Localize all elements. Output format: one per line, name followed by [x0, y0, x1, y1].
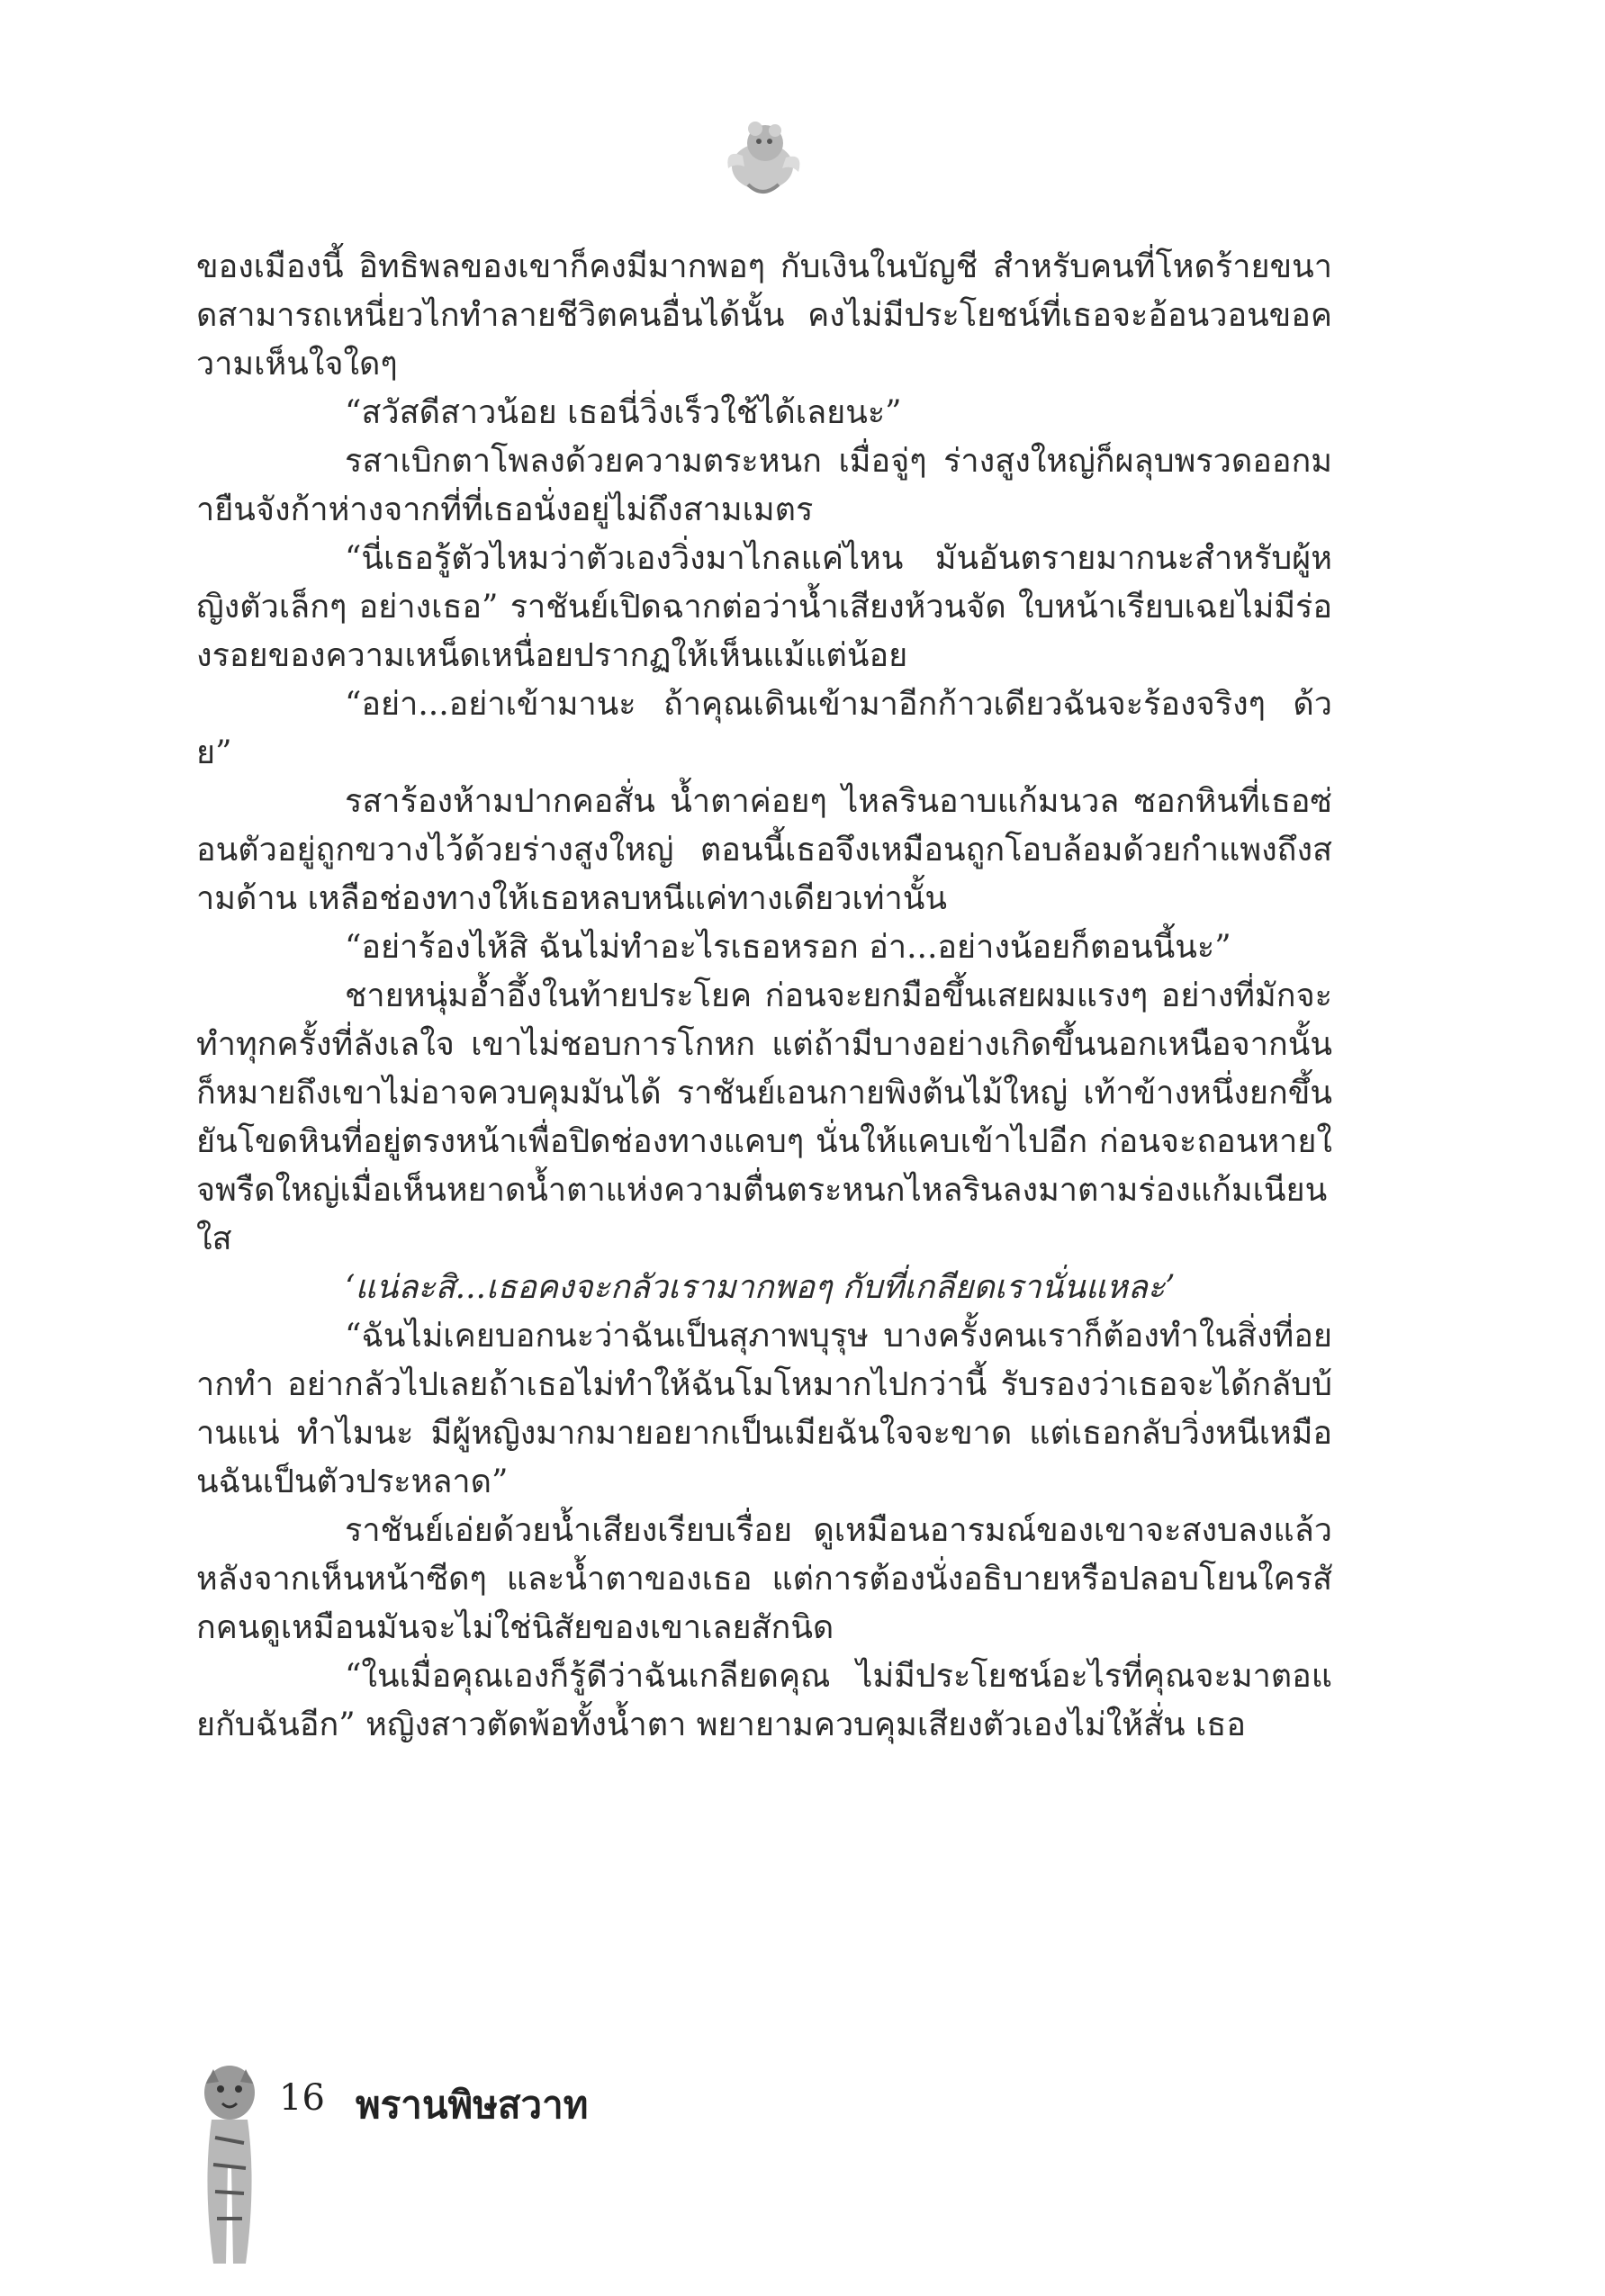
paragraph: “นี่เธอรู้ตัวไหมว่าตัวเองวิ่งมาไกลแค่ไหน มันอันตรายมากนะสำหรับผู้หญิงตัวเล็กๆ อย่างเธอ” ราชันย์เปิดฉากต่อว่าน้ำเสียงห้วนจัด ใบหน้าเรียบเฉยไม่มีร่องรอยของความเหน็ดเหนื่อยปรากฏให้เห็นแม้แต่น้อย: [196, 540, 1332, 674]
paragraph: “ฉันไม่เคยบอกนะว่าฉันเป็นสุภาพบุรุษ บางครั้งคนเราก็ต้องทำในสิ่งที่อยากทำ อย่ากลัวไปเลยถ้าเธอไม่ทำให้ฉันโมโหมากไปกว่านี้ รับรองว่าเธอจะได้กลับบ้านแน่ ทำไมนะ มีผู้หญิงมากมายอยากเป็นเมียฉันใจจะขาด แต่เธอกลับวิ่งหนีเหมือนฉันเป็นตัวประหลาด”: [196, 1318, 1332, 1500]
paragraph: ของเมืองนี้ อิทธิพลของเขาก็คงมีมากพอๆ กับเงินในบัญชี สำหรับคนที่โหดร้ายขนาดสามารถเหนี่ยวไกทำลายชีวิตคนอื่นได้นั้น คงไม่มีประโยชน์ที่เธอจะอ้อนวอนขอความเห็นใจใดๆ: [196, 248, 1332, 383]
paragraph: รสาร้องห้ามปากคอสั่น น้ำตาค่อยๆ ไหลรินอาบแก้มนวล ซอกหินที่เธอซ่อนตัวอยู่ถูกขวางไว้ด้วยร่างสูงใหญ่ ตอนนี้เธอจึงเหมือนถูกโอบล้อมด้วยกำแพงถึงสามด้าน เหลือช่องทางให้เธอหลบหนีแค่ทางเดียวเท่านั้น: [196, 783, 1332, 917]
page-number: 16: [279, 2077, 325, 2119]
paragraph: ชายหนุ่มอ้ำอึ้งในท้ายประโยค ก่อนจะยกมือขึ้นเสยผมแรงๆ อย่างที่มักจะทำทุกครั้งที่ลังเลใจ เขาไม่ชอบการโกหก แต่ถ้ามีบางอย่างเกิดขึ้นนอกเหนือจากนั้นก็หมายถึงเขาไม่อาจควบคุมมันได้ ราชันย์เอนกายพิงต้นไม้ใหญ่ เท้าข้างหนึ่งยกขึ้นยันโขดหินที่อยู่ตรงหน้าเพื่อปิดช่องทางแคบๆ นั่นให้แคบเข้าไปอีก ก่อนจะถอนหายใจพรืดใหญ่เมื่อเห็นหยาดน้ำตาแห่งความตื่นตระหนกไหลรินลงมาตามร่องแก้มเนียนใส: [196, 977, 1332, 1257]
book-title: พรานพิษสวาท: [356, 2083, 589, 2127]
paragraph: “อย่าร้องไห้สิ ฉันไม่ทำอะไรเธอหรอก อ่า...อย่างน้อยก็ตอนนี้นะ”: [345, 929, 1231, 966]
paragraph: “สวัสดีสาวน้อย เธอนี่วิ่งเร็วใช้ได้เลยนะ”: [345, 394, 902, 431]
paragraph: ราชันย์เอ่ยด้วยน้ำเสียงเรียบเรื่อย ดูเหมือนอารมณ์ของเขาจะสงบลงแล้วหลังจากเห็นหน้าซีดๆ และน้ำตาของเธอ แต่การต้องนั่งอธิบายหรือปลอบโยนใครสักคนดูเหมือนมันจะไม่ใช่นิสัยของเขาเลยสักนิด: [196, 1512, 1332, 1646]
tiger-illustration-icon: [194, 2057, 266, 2273]
paragraph: รสาเบิกตาโพลงด้วยความตระหนก เมื่อจู่ๆ ร่างสูงใหญ่ก็ผลุบพรวดออกมายืนจังก้าห่างจากที่ที่เธอนั่งอยู่ไม่ถึงสามเมตร: [196, 443, 1332, 528]
cherub-ornament-icon: [716, 113, 810, 203]
paragraph: “ในเมื่อคุณเองก็รู้ดีว่าฉันเกลียดคุณ ไม่มีประโยชน์อะไรที่คุณจะมาตอแยกับฉันอีก” หญิงสาวตัดพ้อทั้งน้ำตา พยายามควบคุมเสียงตัวเองไม่ให้สั่น เธอ: [196, 1658, 1332, 1743]
paragraph: “อย่า...อย่าเข้ามานะ ถ้าคุณเดินเข้ามาอีกก้าวเดียวฉันจะร้องจริงๆ ด้วย”: [196, 686, 1332, 771]
body-text: [196, 243, 1332, 1750]
inner-thought-paragraph: ‘แน่ละสิ...เธอคงจะกลัวเรามากพอๆ กับที่เกลียดเรานั่นแหละ’: [345, 1269, 1176, 1306]
